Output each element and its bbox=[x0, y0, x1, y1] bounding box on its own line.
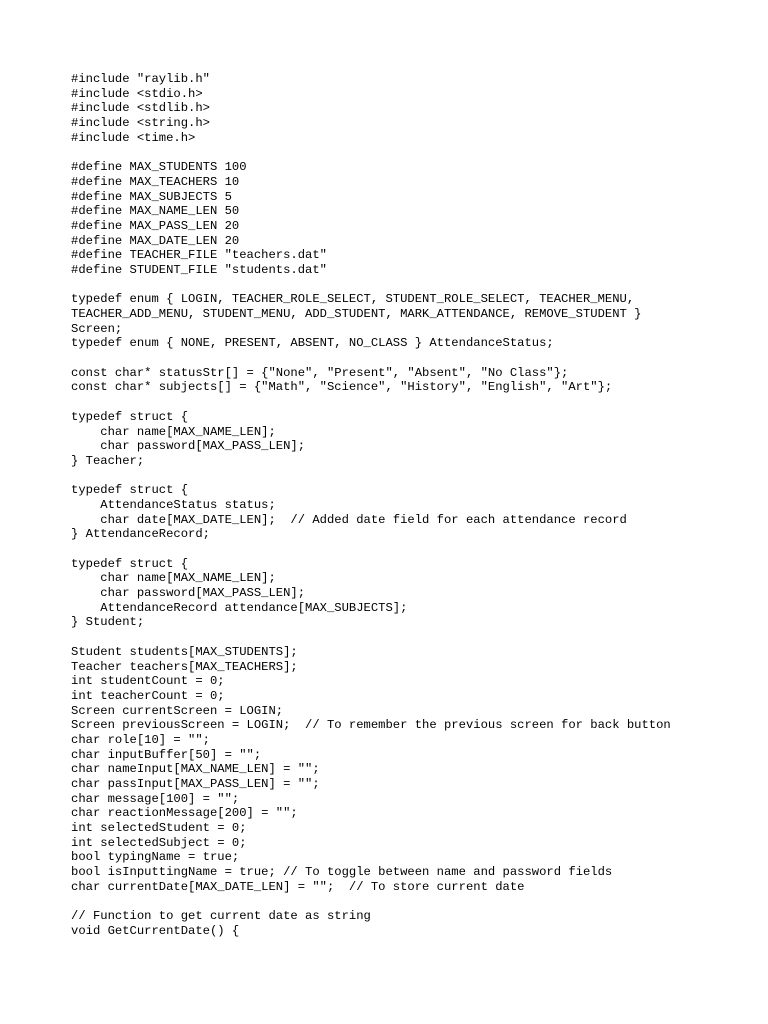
code-line bbox=[71, 278, 751, 293]
code-line: } Student; bbox=[71, 615, 145, 630]
code-line: int selectedSubject = 0; bbox=[71, 835, 247, 850]
code-line: #include "raylib.h" bbox=[71, 72, 210, 86]
code-line: int teacherCount = 0; bbox=[71, 688, 225, 703]
code-line: void GetCurrentDate() { bbox=[71, 923, 240, 938]
code-line: // Function to get current date as string bbox=[71, 909, 371, 924]
code-line: #include <stdio.h> bbox=[71, 86, 203, 101]
code-line: int studentCount = 0; bbox=[71, 674, 225, 689]
code-line: #define MAX_DATE_LEN 20 bbox=[71, 233, 240, 248]
code-line: #define MAX_SUBJECTS 5 bbox=[71, 189, 232, 204]
code-line: char message[100] = ""; bbox=[71, 791, 240, 806]
code-line: AttendanceStatus status; bbox=[71, 497, 276, 512]
code-line: Screen previousScreen = LOGIN; // To remember the previous screen for back button bbox=[71, 718, 671, 733]
code-listing bbox=[71, 72, 751, 939]
code-line: Student students[MAX_STUDENTS]; bbox=[71, 644, 298, 659]
code-line: #define MAX_PASS_LEN 20 bbox=[71, 218, 240, 233]
code-line: TEACHER_ADD_MENU, STUDENT_MENU, ADD_STUDENT, MARK_ATTENDANCE, REMOVE_STUDENT } bbox=[71, 307, 642, 321]
code-line: #include <string.h> bbox=[71, 116, 210, 131]
code-line: Teacher teachers[MAX_TEACHERS]; bbox=[71, 659, 298, 674]
code-line: typedef enum { LOGIN, TEACHER_ROLE_SELECT, STUDENT_ROLE_SELECT, TEACHER_MENU, bbox=[71, 292, 635, 307]
code-line: Screen currentScreen = LOGIN; bbox=[71, 703, 284, 718]
code-line bbox=[71, 351, 751, 366]
code-line: char name[MAX_NAME_LEN]; bbox=[71, 571, 276, 586]
code-line: char nameInput[MAX_NAME_LEN] = ""; bbox=[71, 762, 320, 777]
code-line: #define MAX_TEACHERS 10 bbox=[71, 174, 240, 189]
code-line: char currentDate[MAX_DATE_LEN] = ""; // To store current date bbox=[71, 879, 525, 894]
code-line bbox=[71, 895, 751, 910]
code-line: char date[MAX_DATE_LEN]; // Added date field for each attendance record bbox=[71, 512, 627, 527]
code-line: #define MAX_STUDENTS 100 bbox=[71, 160, 247, 175]
code-line bbox=[71, 542, 751, 557]
code-line bbox=[71, 395, 751, 410]
code-line: const char* statusStr[] = {"None", "Present", "Absent", "No Class"}; bbox=[71, 365, 569, 380]
code-line bbox=[71, 145, 751, 160]
code-line: #define MAX_NAME_LEN 50 bbox=[71, 204, 240, 219]
code-line: #include <time.h> bbox=[71, 130, 196, 145]
code-line: typedef enum { NONE, PRESENT, ABSENT, NO_CLASS } AttendanceStatus; bbox=[71, 336, 554, 351]
code-line: const char* subjects[] = {"Math", "Science", "History", "English", "Art"}; bbox=[71, 380, 613, 395]
code-line: char inputBuffer[50] = ""; bbox=[71, 747, 262, 762]
code-line bbox=[71, 630, 751, 645]
code-line: bool typingName = true; bbox=[71, 850, 240, 865]
code-line: char password[MAX_PASS_LEN]; bbox=[71, 439, 306, 454]
code-line: #define TEACHER_FILE "teachers.dat" bbox=[71, 248, 327, 263]
code-line: } AttendanceRecord; bbox=[71, 527, 210, 542]
code-line: char reactionMessage[200] = ""; bbox=[71, 806, 298, 821]
code-line: typedef struct { bbox=[71, 483, 189, 498]
code-line: typedef struct { bbox=[71, 409, 189, 424]
code-line: char name[MAX_NAME_LEN]; bbox=[71, 424, 276, 439]
code-line: char password[MAX_PASS_LEN]; bbox=[71, 586, 306, 601]
code-line: #define STUDENT_FILE "students.dat" bbox=[71, 262, 327, 277]
code-line: typedef struct { bbox=[71, 556, 189, 571]
code-line: } Teacher; bbox=[71, 453, 145, 468]
code-line: bool isInputtingName = true; // To toggle between name and password fields bbox=[71, 865, 613, 880]
code-line: #include <stdlib.h> bbox=[71, 101, 210, 116]
code-line: int selectedStudent = 0; bbox=[71, 821, 247, 836]
code-line: AttendanceRecord attendance[MAX_SUBJECTS]; bbox=[71, 600, 408, 615]
code-line bbox=[71, 469, 751, 484]
code-line: Screen; bbox=[71, 321, 123, 336]
code-line: char passInput[MAX_PASS_LEN] = ""; bbox=[71, 777, 320, 791]
code-line: char role[10] = ""; bbox=[71, 732, 210, 747]
